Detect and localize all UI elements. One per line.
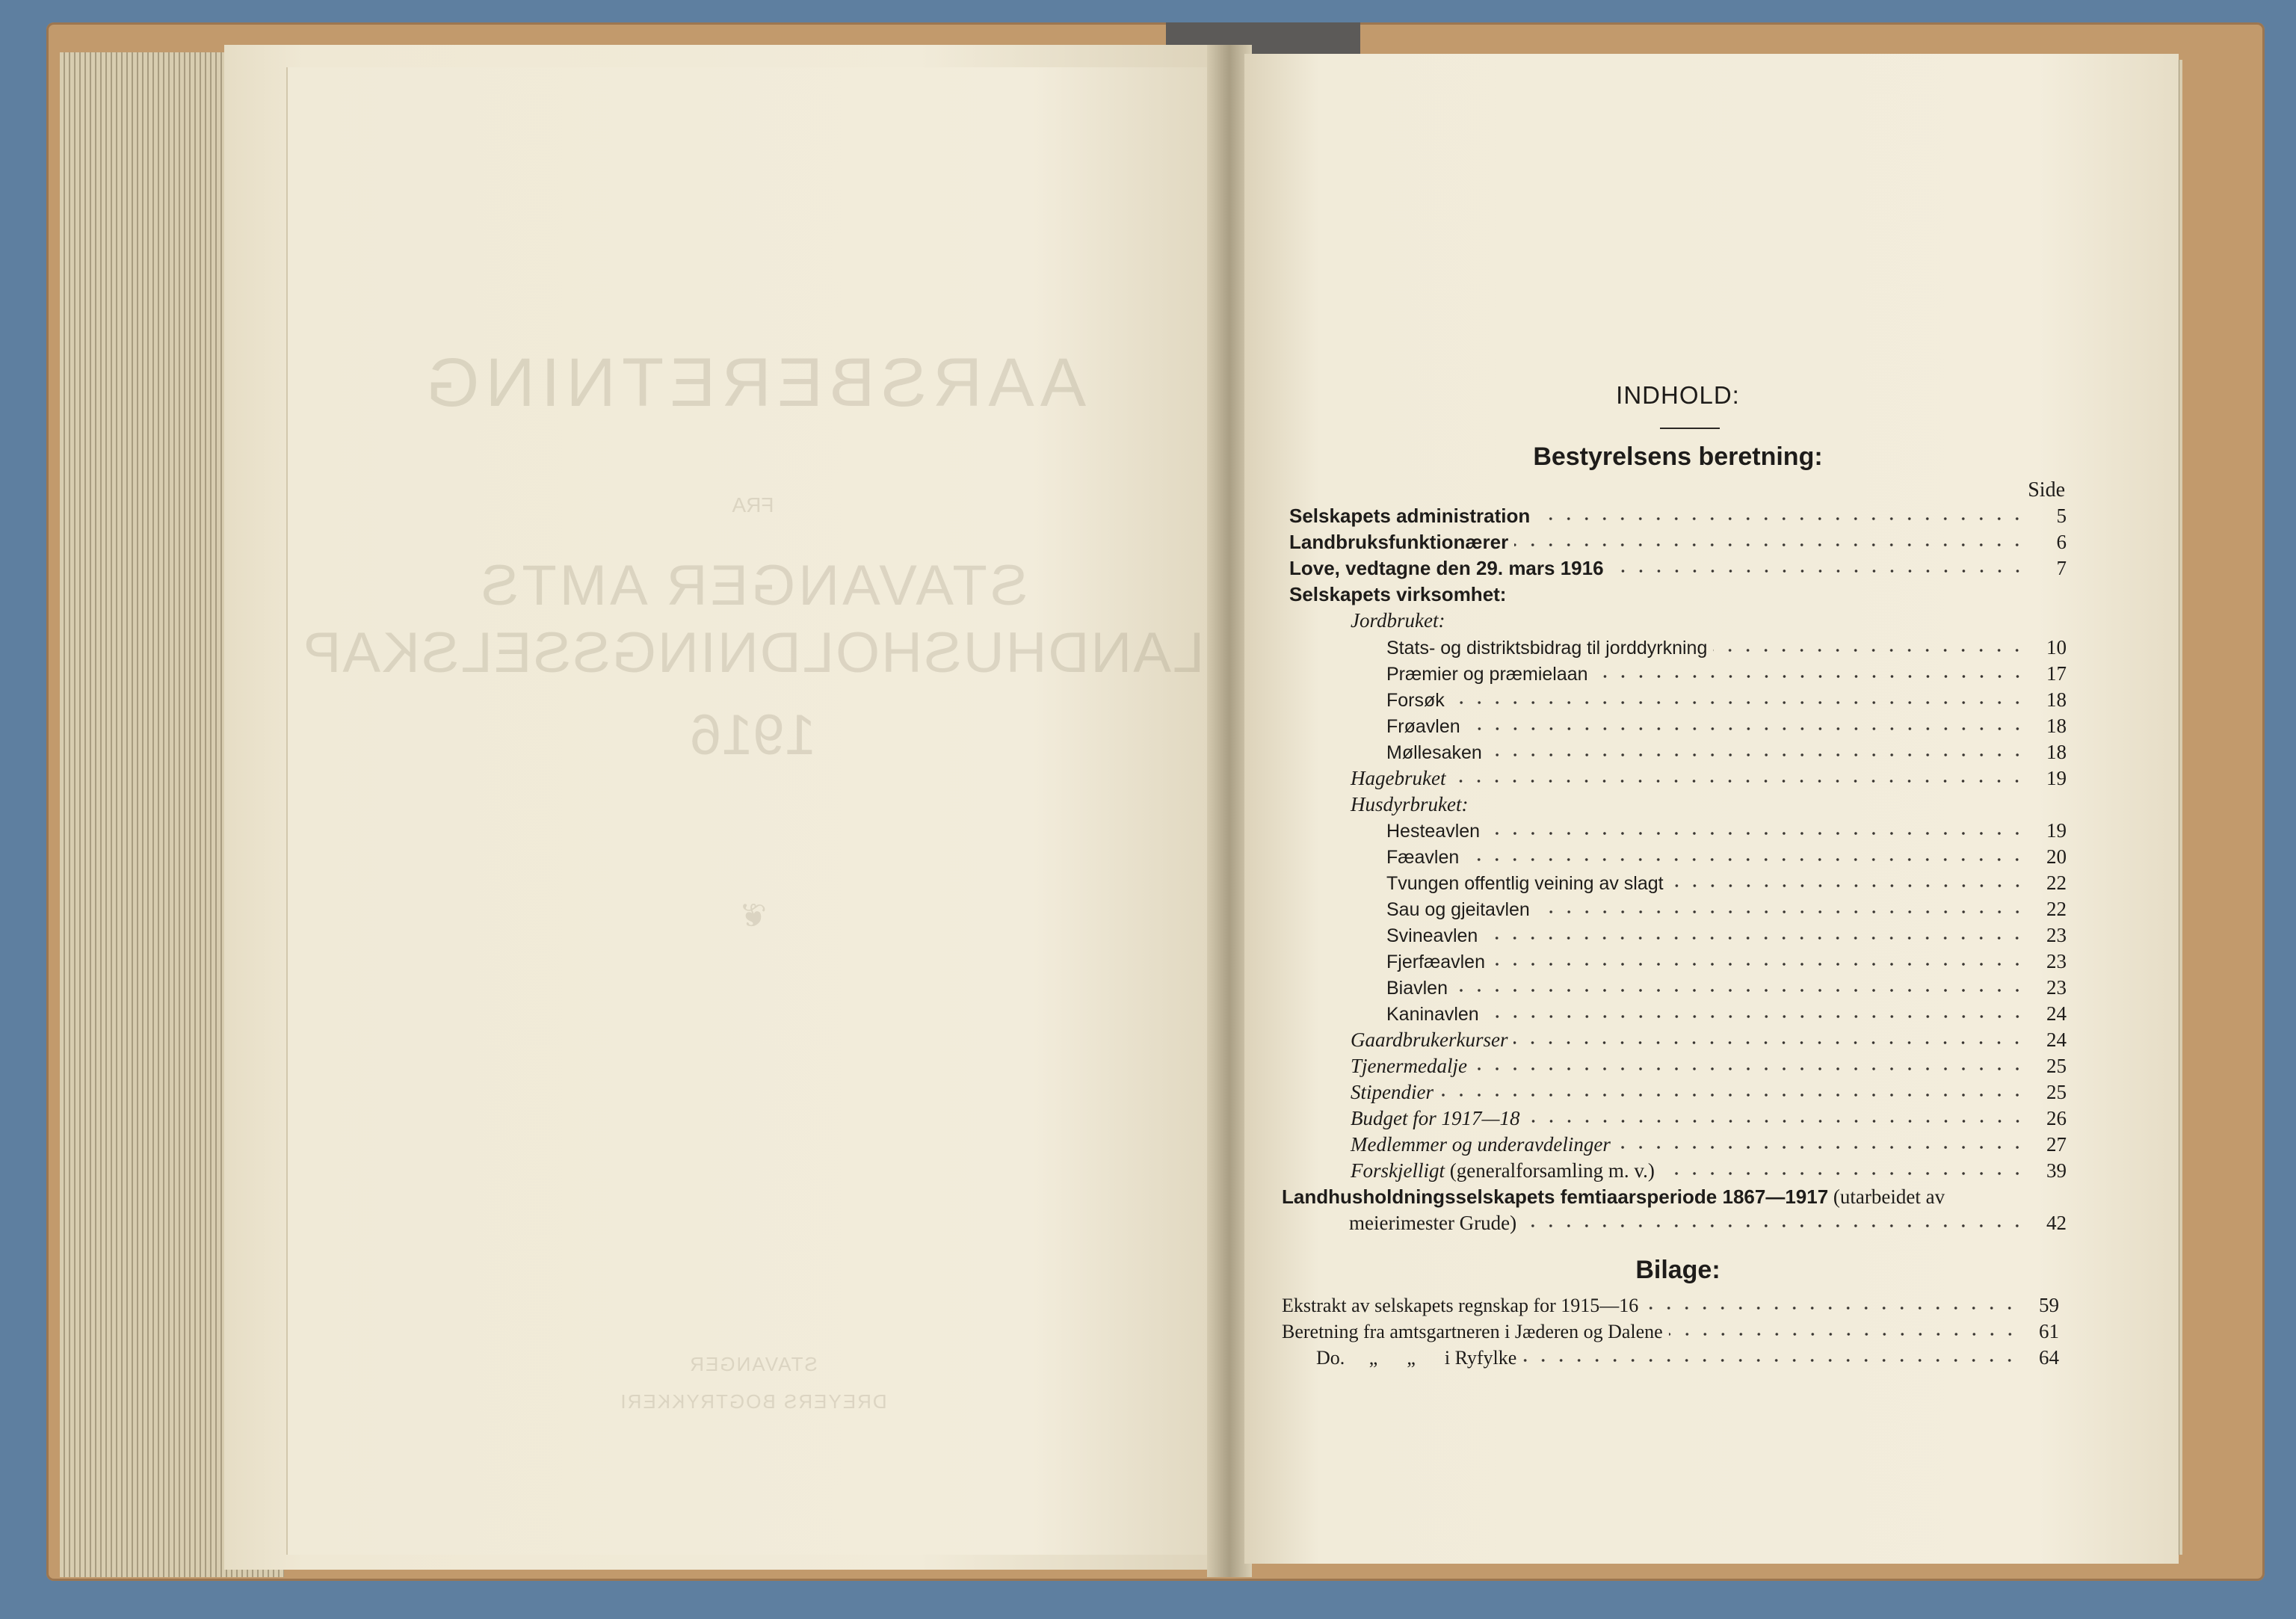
toc-entry: Landbruksfunktionærer 6 (1289, 531, 2067, 553)
toc-entry: Kaninavlen 24 (1386, 1002, 2067, 1025)
toc-entry: Budget for 1917—18 26 (1351, 1107, 2067, 1129)
toc-entry: Selskapets virksomhet: (1289, 583, 1507, 605)
title-rule (1660, 428, 1720, 429)
toc-entry: Hagebruket 19 (1351, 767, 2067, 789)
toc-entry: Forskjelligt (generalforsamling m. v.) 39 (1351, 1159, 2067, 1182)
toc-entry: Hesteavlen 19 (1386, 819, 2067, 842)
toc-entry: meierimester Grude) 42 (1349, 1212, 2067, 1234)
section-heading-appendix: Bilage: (1635, 1256, 1721, 1284)
toc-entry: Møllesaken 18 (1386, 741, 2067, 763)
appendix-entry: Beretning fra amtsgartneren i Jæderen og Dalene 61 (1282, 1320, 2059, 1342)
toc-entry: Tvungen offentlig veining av slagt 22 (1386, 872, 2067, 894)
ghost-year: 1916 (689, 703, 817, 767)
toc-entry: Forsøk 18 (1386, 688, 2067, 711)
toc-entry: Medlemmer og underavdelinger 27 (1351, 1133, 2067, 1156)
toc-entry: Biavlen 23 (1386, 976, 2067, 999)
toc-entry: Frøavlen 18 (1386, 715, 2067, 737)
toc-entry: Landhusholdningsselskapets femtiaarsperiode 1867—1917 (utarbeidet av (1282, 1185, 1945, 1208)
ghost-imprint-printer: DREYERS BOGTRYKKERI (619, 1390, 887, 1413)
toc-title: INDHOLD: (1616, 381, 1740, 409)
toc-entry: Stipendier 25 (1351, 1081, 2067, 1103)
ghost-line4: LANDHUSHOLDNINGSSELSKAP (301, 621, 1205, 685)
section-heading-main: Bestyrelsens beretning: (1533, 442, 1823, 471)
toc-entry: Fjerfæavlen 23 (1386, 950, 2067, 972)
toc-entry: Præmier og præmielaan 17 (1386, 662, 2067, 685)
side-column-label: Side (2028, 478, 2065, 502)
toc-entry: Jordbruket: (1351, 609, 1445, 632)
toc-entry: Svineavlen 23 (1386, 924, 2067, 946)
toc-entry: Gaardbrukerkurser 24 (1351, 1029, 2067, 1051)
toc-entry: Stats- og distriktsbidrag til jorddyrkning 10 (1386, 636, 2067, 659)
toc-entry: Husdyrbruket: (1351, 793, 1469, 815)
appendix-entry: Ekstrakt av selskapets regnskap for 1915—16 59 (1282, 1294, 2059, 1316)
ghost-from: FRA (732, 493, 774, 516)
left-page-show-through (288, 67, 1218, 1555)
ghost-line3: STAVANGER AMTS (478, 554, 1028, 617)
ornament-icon: ❦ (739, 898, 767, 934)
ghost-imprint-city: STAVANGER (688, 1353, 818, 1375)
toc-entry: Love, vedtagne den 29. mars 1916 7 (1289, 557, 2067, 579)
toc-entry: Tjenermedalje 25 (1351, 1055, 2067, 1077)
appendix-entry: Do. „ „ i Ryfylke 64 (1316, 1346, 2059, 1369)
toc-entry: Selskapets administration 5 (1289, 505, 2067, 527)
ghost-title: AARSBERETNING (419, 345, 1087, 421)
toc-entry: Sau og gjeitavlen 22 (1386, 898, 2067, 920)
toc-entry: Fæavlen 20 (1386, 845, 2067, 868)
